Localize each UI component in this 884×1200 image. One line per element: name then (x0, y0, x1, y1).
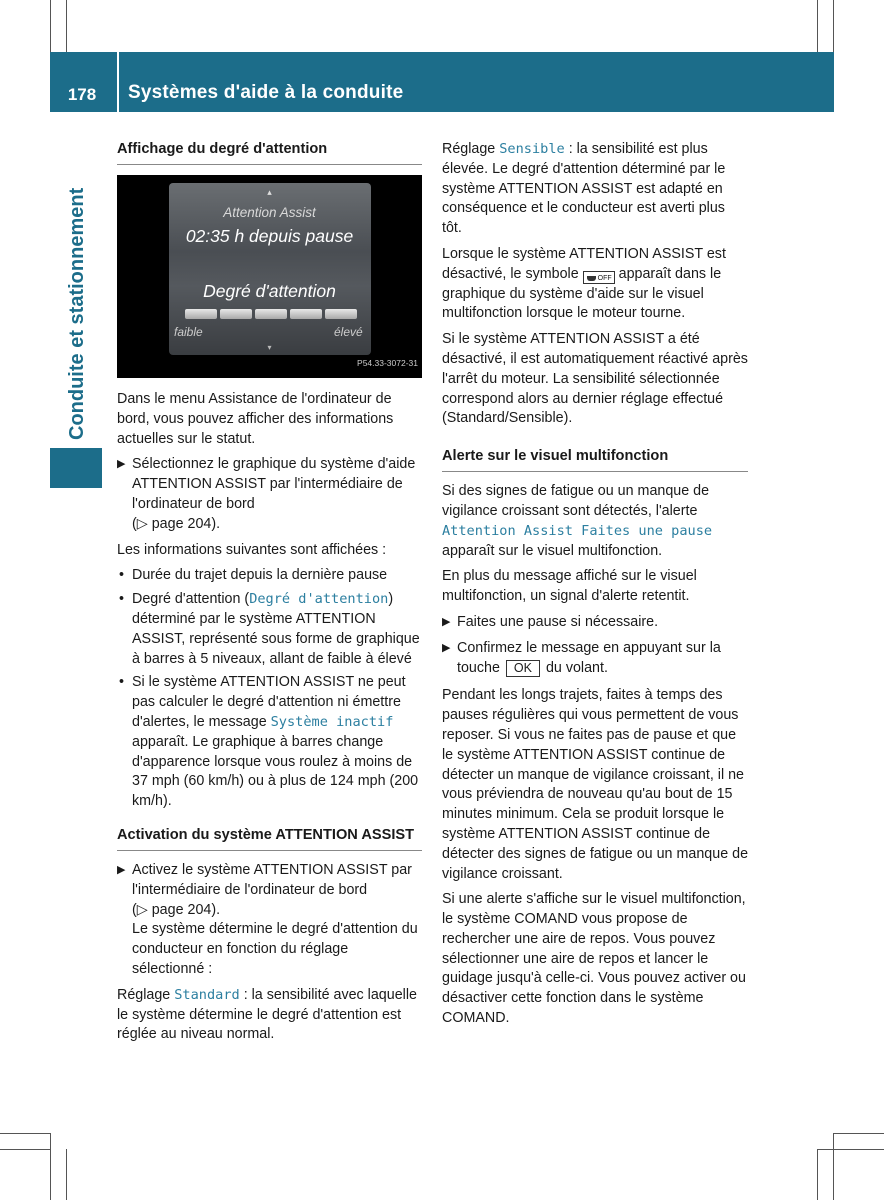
step-text: Confirmez le message en appuyant sur la touche (457, 639, 721, 676)
display-title: Attention Assist (223, 205, 316, 220)
display-time: 02:35 h depuis pause (185, 226, 354, 246)
display-label: Degré d'attention (203, 281, 336, 301)
step-arrow-icon: ▶ (117, 863, 126, 876)
list-item-text: Si le système ATTENTION ASSIST ne peut pas calculer le degré d'attention ni émettre d'alertes, le message (132, 674, 406, 730)
down-arrow-icon: ▾ (267, 343, 272, 352)
bullet-icon: • (119, 591, 125, 608)
display-message-code: Standard (174, 986, 240, 1003)
paragraph: Pendant les longs trajets, faites à temps des pauses régulières qui vous permettent de vous reposer. Si vous ne faites pas de pause et que le système ATTENTION ASSIST continue de détecter un manque de vigilance croissant, il ne vous préviendra de nouveau qu'au bout de 15 minutes minimum. Cela se produit lorsque le système ATTENTION ASSIST continue de détecter des signes de fatigue ou un manque de vigilance croissant. (442, 687, 749, 882)
section-heading-display: Affichage du degré d'attention (117, 140, 422, 165)
list-item-text: Durée du trajet depuis la dernière pause (132, 567, 388, 584)
page-reference: (▷ page 204). (132, 515, 221, 532)
dashboard-display-image (117, 175, 422, 378)
paragraph-text: : la sensibilité avec laquelle le système détermine le degré d'attention est réglée au niveau normal. (117, 986, 417, 1043)
list-item (117, 566, 422, 586)
level-low-label: faible (174, 325, 203, 339)
crop-mark (834, 1133, 884, 1134)
paragraph: En plus du message affiché sur le visuel multifonction, un signal d'alerte retentit. (442, 568, 697, 605)
crop-mark (833, 1133, 834, 1200)
paragraph (442, 482, 748, 561)
list-item-text: ) déterminé par le système ATTENTION ASSIST, représenté sous forme de graphique à barres à 5 niveaux, allant de faible à élevé (132, 591, 420, 667)
bar-segment (185, 309, 217, 319)
paragraph-text: Réglage (117, 986, 175, 1003)
header-divider (117, 52, 119, 112)
bar-segment (220, 309, 252, 319)
step-text: du volant. (541, 659, 608, 676)
coffee-off-icon (583, 271, 615, 284)
bar-segment (290, 309, 322, 319)
bullet-icon: • (119, 567, 125, 584)
attention-bar-graph (185, 309, 357, 319)
paragraph: Les informations suivantes sont affichées : (117, 541, 387, 558)
list-item-text: Degré d'attention ( (132, 591, 250, 608)
crop-mark (0, 1133, 50, 1134)
step-arrow-icon: ▶ (117, 458, 126, 471)
display-message-code: Sensible (499, 141, 565, 157)
side-tab-label: Conduite et stationnement (66, 187, 88, 440)
step-text: Activez le système ATTENTION ASSIST par l'intermédiaire de l'ordinateur de bord (132, 861, 412, 898)
bar-segment (325, 309, 357, 319)
paragraph (442, 245, 748, 324)
instruction-step (442, 613, 748, 633)
paragraph-text: Lorsque le système ATTENTION ASSIST est désactivé, le symbole (442, 245, 726, 282)
list-item (117, 590, 422, 669)
list-item-text: apparaît. Le graphique à barres change d'apparence lorsque vous roulez à moins de 37 mph (60 km/h) ou à plus de 124 mph (200 km/h). (132, 733, 419, 810)
crop-mark (66, 0, 67, 52)
crop-mark (817, 1149, 818, 1200)
paragraph (117, 986, 422, 1045)
crop-mark (833, 0, 834, 52)
page-title: Systèmes d'aide à la conduite (128, 82, 404, 103)
paragraph: Si une alerte s'affiche sur le visuel multifonction, le système COMAND vous propose de rechercher une aire de repos. Vous pouvez sélectionner une aire de repos et lancer le guidage jusqu'à celle-ci. Vous pouvez activer ou désactiver cette fonction dans le système COMAND. (442, 891, 746, 1027)
step-text: Faites une pause si nécessaire. (457, 613, 659, 630)
crop-mark (50, 0, 51, 52)
crop-mark (818, 1149, 884, 1150)
paragraph-text: apparaît sur le visuel multifonction. (442, 542, 663, 559)
level-high-label: élevé (334, 325, 363, 339)
section-heading-alert: Alerte sur le visuel multifonction (442, 447, 748, 472)
step-text: Sélectionnez le graphique du système d'aide ATTENTION ASSIST par l'intermédiaire de l'ordinateur de bord (132, 456, 416, 512)
step-result: Le système détermine le degré d'attention du conducteur en fonction du réglage sélectionné : (132, 921, 418, 977)
page-reference: (▷ page 204). (132, 901, 221, 918)
instruction-step (442, 639, 748, 679)
right-column (442, 140, 748, 1035)
display-message-code: Degré d'attention (249, 591, 389, 608)
symbol-label: OFF (597, 274, 612, 282)
section-heading-activation: Activation du système ATTENTION ASSIST (117, 826, 422, 851)
paragraph (442, 140, 748, 239)
image-reference: P54.33-3072-31 (357, 358, 418, 369)
paragraph: Si le système ATTENTION ASSIST a été désactivé, il est automatiquement réactivé après l'arrêt du moteur. La sensibilité sélectionnée correspond alors au dernier réglage effectué (Standard/Sensible). (442, 331, 748, 427)
bullet-icon: • (119, 674, 125, 691)
crop-mark (817, 0, 818, 52)
paragraph-text: Si des signes de fatigue ou un manque de vigilance croissant sont détectés, l'alerte (442, 483, 710, 519)
crop-mark (50, 1133, 51, 1200)
display-message-code: Attention Assist Faites une pause (442, 522, 713, 539)
bar-segment (255, 309, 287, 319)
step-arrow-icon: ▶ (442, 615, 451, 628)
step-arrow-icon: ▶ (442, 641, 451, 654)
side-tab-marker (50, 448, 102, 488)
ok-key-icon: OK (506, 660, 540, 677)
display-message-code: Système inactif (270, 713, 394, 730)
up-arrow-icon: ▴ (267, 187, 272, 197)
list-item (117, 673, 422, 812)
left-column (117, 140, 422, 1051)
paragraph-text: apparaît dans le graphique du système d'aide sur le visuel multifonction lorsque le moteur tourne. (442, 265, 722, 322)
paragraph-text: : la sensibilité est plus élevée. Le degré d'attention déterminé par le système ATTENTION ASSIST est adapté en conséquence et le conducteur est averti plus tôt. (442, 141, 726, 237)
paragraph-text: Réglage (442, 141, 500, 157)
paragraph: Dans le menu Assistance de l'ordinateur de bord, vous pouvez afficher des informations actuelles sur le statut. (117, 391, 394, 447)
crop-mark (66, 1149, 67, 1200)
page-number: 178 (67, 85, 97, 104)
crop-mark (0, 1149, 50, 1150)
instruction-step (117, 455, 422, 534)
instruction-step (117, 861, 422, 980)
